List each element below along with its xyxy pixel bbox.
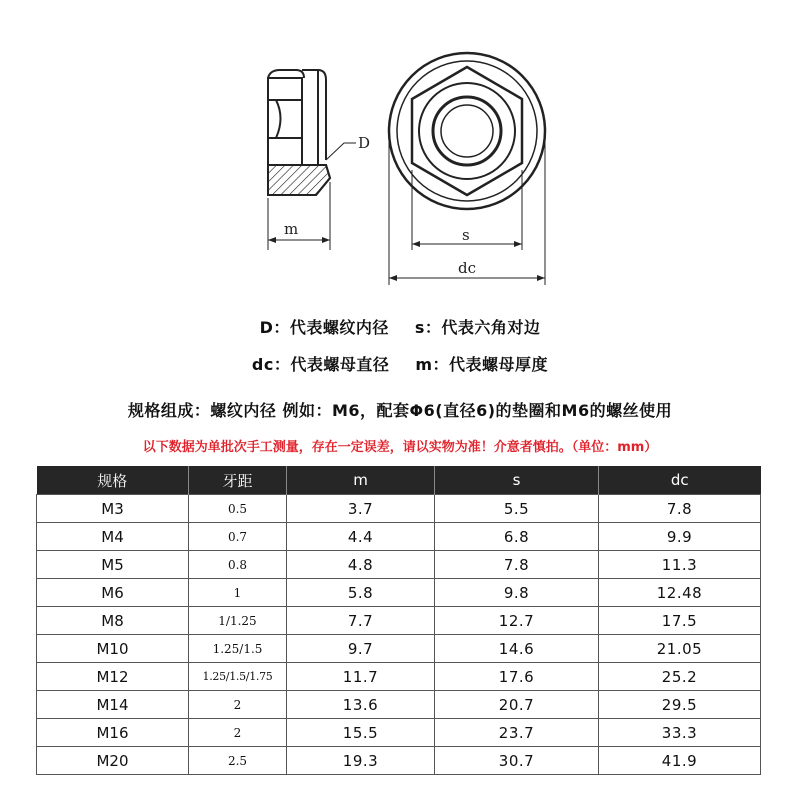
header-s: s — [435, 466, 599, 495]
table-row — [37, 495, 761, 523]
cell-pitch: 0.7 — [189, 523, 287, 551]
cell-dc: 9.9 — [599, 523, 761, 551]
cell-spec: M10 — [37, 635, 189, 663]
cell-s: 17.6 — [435, 663, 599, 691]
table-row — [37, 523, 761, 551]
legend-line-1 — [0, 315, 800, 338]
legend-d: D：代表螺纹内径 — [259, 318, 389, 337]
cell-m: 15.5 — [287, 719, 435, 747]
cell-dc: 11.3 — [599, 551, 761, 579]
cell-m: 5.8 — [287, 579, 435, 607]
label-dc: dc — [458, 259, 477, 277]
cell-spec: M8 — [37, 607, 189, 635]
cell-dc: 21.05 — [599, 635, 761, 663]
cell-spec: M3 — [37, 495, 189, 523]
cell-pitch: 1/1.25 — [189, 607, 287, 635]
cell-pitch: 1 — [189, 579, 287, 607]
cell-s: 23.7 — [435, 719, 599, 747]
cell-s: 5.5 — [435, 495, 599, 523]
header-dc: dc — [599, 466, 761, 495]
warning-text: 以下数据为单批次手工测量，存在一定误差，请以实物为准！介意者慎拍。（单位：mm） — [142, 440, 658, 455]
label-s: s — [462, 226, 470, 244]
cell-spec: M20 — [37, 747, 189, 775]
cell-spec: M12 — [37, 663, 189, 691]
table-row — [37, 551, 761, 579]
cell-s: 30.7 — [435, 747, 599, 775]
cell-s: 6.8 — [435, 523, 599, 551]
spec-note: 规格组成：螺纹内径 例如：M6，配套Φ6(直径6)的垫圈和M6的螺丝使用 — [127, 401, 673, 420]
label-m: m — [284, 220, 299, 238]
header-pitch: 牙距 — [189, 466, 287, 495]
cell-pitch: 0.8 — [189, 551, 287, 579]
cell-spec: M6 — [37, 579, 189, 607]
header-spec: 规格 — [37, 466, 189, 495]
cell-m: 4.4 — [287, 523, 435, 551]
dimension-table — [36, 466, 761, 775]
table-header-row — [37, 466, 761, 495]
cell-pitch: 0.5 — [189, 495, 287, 523]
table-row — [37, 747, 761, 775]
cell-spec: M5 — [37, 551, 189, 579]
table-row — [37, 635, 761, 663]
cell-s: 7.8 — [435, 551, 599, 579]
legend-m: m：代表螺母厚度 — [415, 355, 549, 374]
cell-pitch: 1.25/1.5/1.75 — [189, 663, 287, 691]
cell-spec: M14 — [37, 691, 189, 719]
table-row — [37, 607, 761, 635]
header-m: m — [287, 466, 435, 495]
cell-s: 12.7 — [435, 607, 599, 635]
cell-m: 13.6 — [287, 691, 435, 719]
cell-dc: 17.5 — [599, 607, 761, 635]
cell-m: 3.7 — [287, 495, 435, 523]
cell-spec: M4 — [37, 523, 189, 551]
table-row — [37, 691, 761, 719]
cell-dc: 41.9 — [599, 747, 761, 775]
cell-m: 9.7 — [287, 635, 435, 663]
cell-spec: M16 — [37, 719, 189, 747]
cell-s: 9.8 — [435, 579, 599, 607]
side-view — [268, 70, 356, 250]
cell-dc: 33.3 — [599, 719, 761, 747]
label-d: D — [358, 134, 371, 152]
cell-s: 14.6 — [435, 635, 599, 663]
cell-dc: 7.8 — [599, 495, 761, 523]
front-view — [389, 53, 545, 285]
legend-dc: dc：代表螺母直径 — [251, 355, 390, 374]
cell-dc: 12.48 — [599, 579, 761, 607]
cell-pitch: 2 — [189, 691, 287, 719]
cell-m: 19.3 — [287, 747, 435, 775]
cell-m: 4.8 — [287, 551, 435, 579]
table-row — [37, 663, 761, 691]
table-row — [37, 579, 761, 607]
legend-line-2 — [0, 352, 800, 375]
cell-dc: 25.2 — [599, 663, 761, 691]
cell-m: 7.7 — [287, 607, 435, 635]
cell-s: 20.7 — [435, 691, 599, 719]
cell-pitch: 2.5 — [189, 747, 287, 775]
legend-s: s：代表六角对边 — [414, 318, 541, 337]
flange-nut-drawing — [0, 0, 800, 300]
cell-pitch: 1.25/1.5 — [189, 635, 287, 663]
cell-m: 11.7 — [287, 663, 435, 691]
table-row — [37, 719, 761, 747]
cell-dc: 29.5 — [599, 691, 761, 719]
cell-pitch: 2 — [189, 719, 287, 747]
